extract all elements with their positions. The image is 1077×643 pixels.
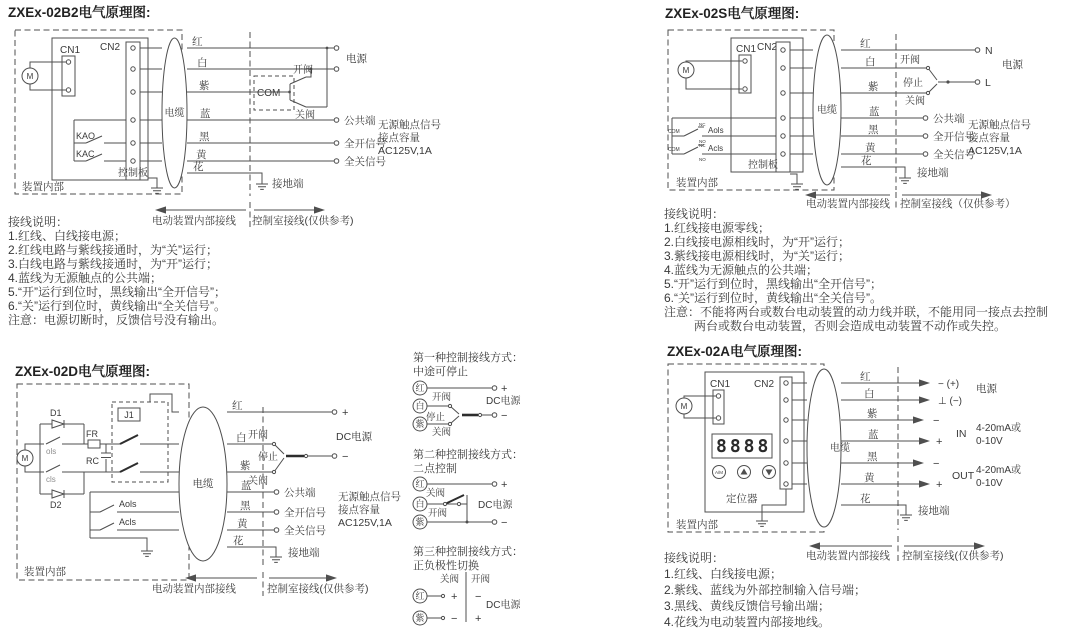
selector-blade: [445, 495, 464, 504]
aols-switch-label: Aols: [708, 126, 724, 135]
minus-label: −: [501, 517, 508, 529]
motor-label: M: [680, 402, 688, 411]
ground-symbol: [899, 171, 911, 183]
note-line: 3.白线电路与紫线接通时，为“开”运行；: [8, 257, 219, 271]
zone-right-label: 控制室接线(仅供参考): [252, 215, 354, 227]
note-line: 4.蓝线为无源触点的公共端；: [8, 271, 163, 285]
open-valve-label: 开阀: [428, 508, 448, 519]
com-label: COM: [257, 88, 281, 99]
diagram-zxex-02s: [664, 5, 1048, 333]
close-valve-label: 关阀: [440, 574, 460, 585]
rating-line: AC125V,1A: [378, 145, 432, 157]
relay-contacts: [120, 435, 138, 472]
internal-wiring-lines: [30, 48, 162, 181]
close-valve-label: 关阀: [432, 427, 452, 438]
note-line: 1.红线接电源零线；: [664, 221, 771, 235]
cn2-label: CN2: [754, 379, 775, 390]
wire-black-label: 黑: [199, 131, 210, 143]
output-range-label: 0-10V: [976, 478, 1003, 489]
ground-symbol: [791, 177, 803, 189]
wire-black-label: 黑: [867, 451, 878, 463]
inside-device-label: 装置内部: [676, 177, 718, 189]
aols-switch-label: Aols: [119, 499, 137, 509]
note-line: 1.红线、白线接电源；: [664, 567, 783, 581]
plus-label: +: [475, 613, 482, 625]
note-line: 3.紫线接电源相线时，为“关”运行；: [664, 249, 851, 263]
stop-label: 停止: [426, 412, 446, 423]
common-label: 公共端: [933, 113, 965, 125]
cn2-terminal-strip: [780, 377, 792, 489]
wire-blue-label: 蓝: [241, 480, 252, 492]
kao-relay-label: KAO: [76, 131, 96, 141]
diagram-title: ZXEx-02S电气原理图:: [665, 6, 800, 21]
red-wire-badge: 红: [415, 479, 425, 489]
zone-right-label: 控制室接线（仅供参考）: [900, 198, 1016, 210]
rating-text: [378, 118, 441, 157]
rating-line: 接点容量: [378, 132, 420, 144]
motor-label: M: [682, 66, 690, 75]
wiring-notes: [664, 206, 1048, 333]
note-line: 6.“关”运行到位时，黄线输出“全关信号”。: [664, 291, 882, 305]
cls-switch-label: cls: [46, 475, 56, 484]
kac-relay-label: KAC: [76, 149, 95, 159]
output-range-label: 4-20mA或: [976, 465, 1022, 476]
rating-line: 无源触点信号: [968, 119, 1031, 131]
input-label: IN: [956, 428, 967, 440]
cn2-terminals: [131, 46, 135, 163]
cn2-terminals: [784, 381, 788, 486]
ground-label: 接地端: [917, 167, 949, 179]
rating-line: 接点容量: [968, 132, 1010, 144]
wire-black-label: 黑: [868, 124, 879, 136]
wire-shield-label: 花: [233, 535, 244, 547]
arrow-icon: [919, 396, 930, 403]
wire-white-label: 白: [197, 57, 208, 69]
zone-right-label: 控制室接线(仅供参考): [267, 583, 369, 595]
inside-device-label: 装置内部: [22, 181, 64, 193]
note-line: 注意：电源切断时，反馈信号没有输出。: [8, 313, 225, 327]
right-arrow-icon: [314, 206, 325, 213]
purple-wire-badge: 紫: [415, 613, 425, 623]
wire-white-label: 白: [864, 388, 875, 400]
open-valve-label: 开阀: [248, 430, 268, 441]
cable-label: 电缆: [830, 443, 850, 454]
note-line: 5.“开”运行到位时，黑线输出“全开信号”；: [8, 285, 226, 299]
no-tiny-label: NO: [699, 157, 706, 162]
full-close-label: 全关信号: [284, 525, 326, 537]
wiring-notes: [8, 214, 226, 327]
wire-white-label: 白: [865, 56, 876, 68]
cn1-label: CN1: [60, 45, 81, 56]
arrow-icon: [913, 459, 924, 466]
minus-label: −: [342, 451, 349, 463]
method1-title: 第一种控制接线方式：: [413, 352, 523, 364]
wire-white-label: 白: [236, 432, 247, 444]
right-arrow-icon: [326, 574, 337, 581]
white-wire-badge: 白: [415, 499, 425, 509]
zone-right-label: 控制室接线(仅供参考): [902, 550, 1004, 562]
open-valve-label: 开阀: [293, 65, 313, 76]
note-line: 4.花线为电动装置内部接地线。: [664, 615, 831, 629]
fr-label: FR: [86, 429, 98, 439]
minus-label: −: [475, 591, 482, 603]
no-tiny-label: NO: [699, 139, 706, 144]
open-valve-label: 开阀: [432, 392, 452, 403]
input-range-label: 4-20mA或: [976, 423, 1022, 434]
plus-label: +: [936, 436, 943, 448]
wire-purple-label: 紫: [240, 460, 251, 472]
arrow-icon: [919, 480, 930, 487]
wire-red-label: 红: [192, 36, 203, 48]
cable-label: 电缆: [817, 105, 837, 116]
red-wire-badge: 红: [415, 591, 425, 601]
control-board-label: 控制板: [118, 168, 148, 179]
wire-shield-label: 花: [861, 155, 872, 167]
diagram-title: ZXEx-02D电气原理图:: [15, 364, 151, 379]
minus-label: −: [933, 415, 940, 427]
wire-purple-label: 紫: [867, 408, 878, 420]
power-label: 电源: [1002, 59, 1023, 71]
wire-blue-label: 蓝: [868, 429, 879, 441]
plus-label: +: [936, 479, 943, 491]
wire-red-label: 红: [860, 371, 871, 383]
white-wire-badge: 白: [415, 401, 425, 411]
arrow-icon: [913, 416, 924, 423]
wire-blue-label: 蓝: [869, 106, 880, 118]
method1-subtitle: 中途可停止: [413, 366, 468, 378]
rating-text: [968, 118, 1031, 157]
com-tiny-label: COM: [668, 147, 680, 153]
full-open-label: 全开信号: [284, 507, 326, 519]
notes-title: 接线说明：: [664, 207, 725, 221]
ground-label: 接地端: [272, 178, 304, 190]
j1-label: J1: [124, 410, 134, 420]
cn1-label: CN1: [736, 44, 757, 55]
live-label: L: [985, 77, 991, 89]
dc-power-label: DC电源: [486, 600, 521, 611]
am-button-label: A/M: [714, 470, 724, 475]
minus-label: −: [933, 458, 940, 470]
rating-line: 接点容量: [338, 504, 380, 516]
display-value: 8888: [716, 436, 772, 457]
wire-yellow-label: 黄: [864, 472, 875, 484]
rating-line: AC125V,1A: [338, 517, 392, 529]
note-line: 2.红线电路与紫线接通时，为“关”运行；: [8, 243, 219, 257]
output-label: OUT: [952, 470, 975, 482]
wire-color-labels: [860, 38, 880, 167]
purple-wire-badge: 紫: [415, 517, 425, 527]
wire-color-labels: [192, 36, 211, 173]
com-tiny-label: COM: [668, 129, 680, 135]
ground-symbol: [900, 508, 912, 520]
stop-label: 停止: [258, 452, 278, 463]
method3-title: 第三种控制接线方式：: [413, 546, 523, 558]
internal-wiring-lines: [25, 394, 179, 544]
minus-label: −: [451, 613, 458, 625]
note-line: 两台或数台电动装置，否则会造成电动装置不动作或失控。: [694, 319, 1007, 333]
ground-symbol: [256, 177, 268, 189]
close-valve-label: 关阀: [248, 476, 268, 487]
cn2-label: CN2: [100, 42, 121, 53]
plus-label: +: [342, 407, 349, 419]
notes-title: 接线说明：: [664, 551, 725, 565]
plus-label: +: [501, 479, 508, 491]
dc-power-label: DC电源: [486, 396, 521, 407]
full-open-label: 全开信号: [933, 131, 975, 143]
diode-d2: [52, 490, 64, 498]
zone-left-label: 电动装置内部接线: [806, 550, 890, 562]
dc-power-label: DC电源: [336, 431, 373, 443]
ground-symbol: [270, 550, 282, 562]
inside-device-label: 装置内部: [676, 519, 718, 531]
ground-symbol: [756, 514, 768, 526]
wire-yellow-label: 黄: [865, 142, 876, 154]
wire-blue-label: 蓝: [200, 108, 211, 120]
arrow-icon: [919, 437, 930, 444]
note-line: 6.“关”运行到位时，黄线输出“全关信号”。: [8, 299, 226, 313]
arrow-icon: [919, 379, 930, 386]
method2-title: 第二种控制接线方式：: [413, 449, 523, 461]
notes-title: 接线说明：: [8, 215, 69, 229]
nc-tiny-label: NC: [699, 143, 706, 148]
control-board-label: 控制板: [748, 160, 778, 171]
device-boundary-box: [15, 30, 182, 194]
d1-label: D1: [50, 408, 62, 418]
common-label: 公共端: [284, 487, 316, 499]
wire-yellow-label: 黄: [196, 149, 207, 161]
cable-label: 电缆: [192, 478, 214, 490]
close-valve-label: 关阀: [295, 110, 315, 121]
motor-label: M: [26, 72, 34, 81]
power-plus-symbol: − (+): [938, 379, 960, 390]
wire-red-label: 红: [232, 400, 243, 412]
full-close-label: 全关信号: [933, 149, 975, 161]
rc-label: RC: [86, 456, 99, 466]
ols-switch-label: ols: [46, 447, 57, 456]
diagram-title: ZXEx-02A电气原理图:: [667, 344, 803, 359]
wire-color-labels: [232, 400, 252, 547]
left-arrow-icon: [809, 542, 820, 549]
rating-line: 无源触点信号: [378, 119, 441, 131]
plus-label: +: [451, 591, 458, 603]
purple-wire-badge: 紫: [415, 419, 425, 429]
cn2-label: CN2: [757, 42, 778, 53]
wire-purple-label: 紫: [199, 80, 210, 92]
method3-subtitle: 正负极性切换: [413, 560, 479, 572]
positioner-label: 定位器: [726, 493, 758, 505]
diagram-zxex-02a: [664, 343, 1021, 629]
neutral-label: N: [985, 45, 993, 57]
note-line: 1.红线、白线接电源；: [8, 229, 127, 243]
wire-yellow-label: 黄: [237, 518, 248, 530]
power-label: 电源: [346, 53, 367, 65]
open-valve-label: 开阀: [471, 574, 491, 585]
plus-label: +: [501, 383, 508, 395]
input-range-label: 0-10V: [976, 436, 1003, 447]
power-minus-symbol: ⊥ (−): [938, 396, 962, 407]
nc-tiny-label: NC: [699, 122, 706, 127]
open-valve-label: 开阀: [900, 55, 920, 66]
diode-d1: [52, 420, 64, 428]
ground-label: 接地端: [288, 547, 320, 559]
note-line: 5.“开”运行到位时，黑线输出“全开信号”；: [664, 277, 882, 291]
note-line: 3.黑线、黄线反馈信号输出端；: [664, 599, 831, 613]
red-wire-badge: 红: [415, 383, 425, 393]
rating-line: 无源触点信号: [338, 491, 401, 503]
field-wiring-lines: [841, 383, 922, 508]
method3-lines: [427, 596, 441, 618]
acls-switch-label: Acls: [708, 144, 724, 153]
diagram-zxex-02b2: [8, 4, 441, 327]
diagram-title: ZXEx-02B2电气原理图:: [8, 5, 151, 20]
close-valve-label: 关阀: [426, 488, 446, 499]
acls-switch-label: Acls: [119, 517, 137, 527]
ground-label: 接地端: [918, 505, 950, 517]
diagram-zxex-02d: [15, 363, 401, 596]
left-arrow-icon: [185, 574, 196, 581]
right-arrow-icon: [974, 542, 985, 549]
rating-line: AC125V,1A: [968, 145, 1022, 157]
zone-left-label: 电动装置内部接线: [806, 198, 890, 210]
control-methods-panel: [413, 350, 523, 625]
wire-purple-label: 紫: [868, 81, 879, 93]
cn1-label: CN1: [710, 379, 731, 390]
minus-label: −: [501, 410, 508, 422]
full-open-label: 全开信号: [344, 138, 386, 150]
wire-red-label: 红: [860, 38, 871, 50]
rating-text: [338, 490, 401, 529]
dc-power-label: DC电源: [478, 500, 513, 511]
cable-label: 电缆: [164, 108, 185, 119]
fr-element: [88, 440, 100, 448]
common-label: 公共端: [344, 115, 376, 127]
wire-shield-label: 花: [860, 493, 871, 505]
note-line: 注意：不能将两台或数台电动装置的动力线并联，不能用同一接点去控制: [664, 305, 1049, 319]
close-valve-label: 关阀: [905, 96, 925, 107]
wire-shield-label: 花: [193, 161, 204, 173]
note-line: 4.蓝线为无源触点的公共端；: [664, 263, 819, 277]
ground-symbol: [141, 544, 153, 556]
control-board-box: [731, 38, 803, 172]
method2-subtitle: 二点控制: [413, 463, 457, 475]
wire-color-labels: [860, 371, 879, 505]
cn2-terminals: [781, 48, 785, 156]
inside-device-label: 装置内部: [24, 566, 66, 578]
full-close-label: 全关信号: [344, 156, 386, 168]
ground-symbol: [151, 181, 163, 193]
note-line: 2.白线接电源相线时，为“开”运行；: [664, 235, 851, 249]
zone-left-label: 电动装置内部接线: [152, 215, 236, 227]
stop-label: 停止: [903, 78, 923, 89]
wire-black-label: 黑: [240, 500, 251, 512]
left-arrow-icon: [155, 206, 166, 213]
note-line: 2.紫线、蓝线为外部控制输入信号端；: [664, 583, 867, 597]
power-label: 电源: [976, 383, 997, 395]
motor-label: M: [21, 454, 29, 463]
zone-left-label: 电动装置内部接线: [152, 583, 236, 595]
d2-label: D2: [50, 500, 62, 510]
